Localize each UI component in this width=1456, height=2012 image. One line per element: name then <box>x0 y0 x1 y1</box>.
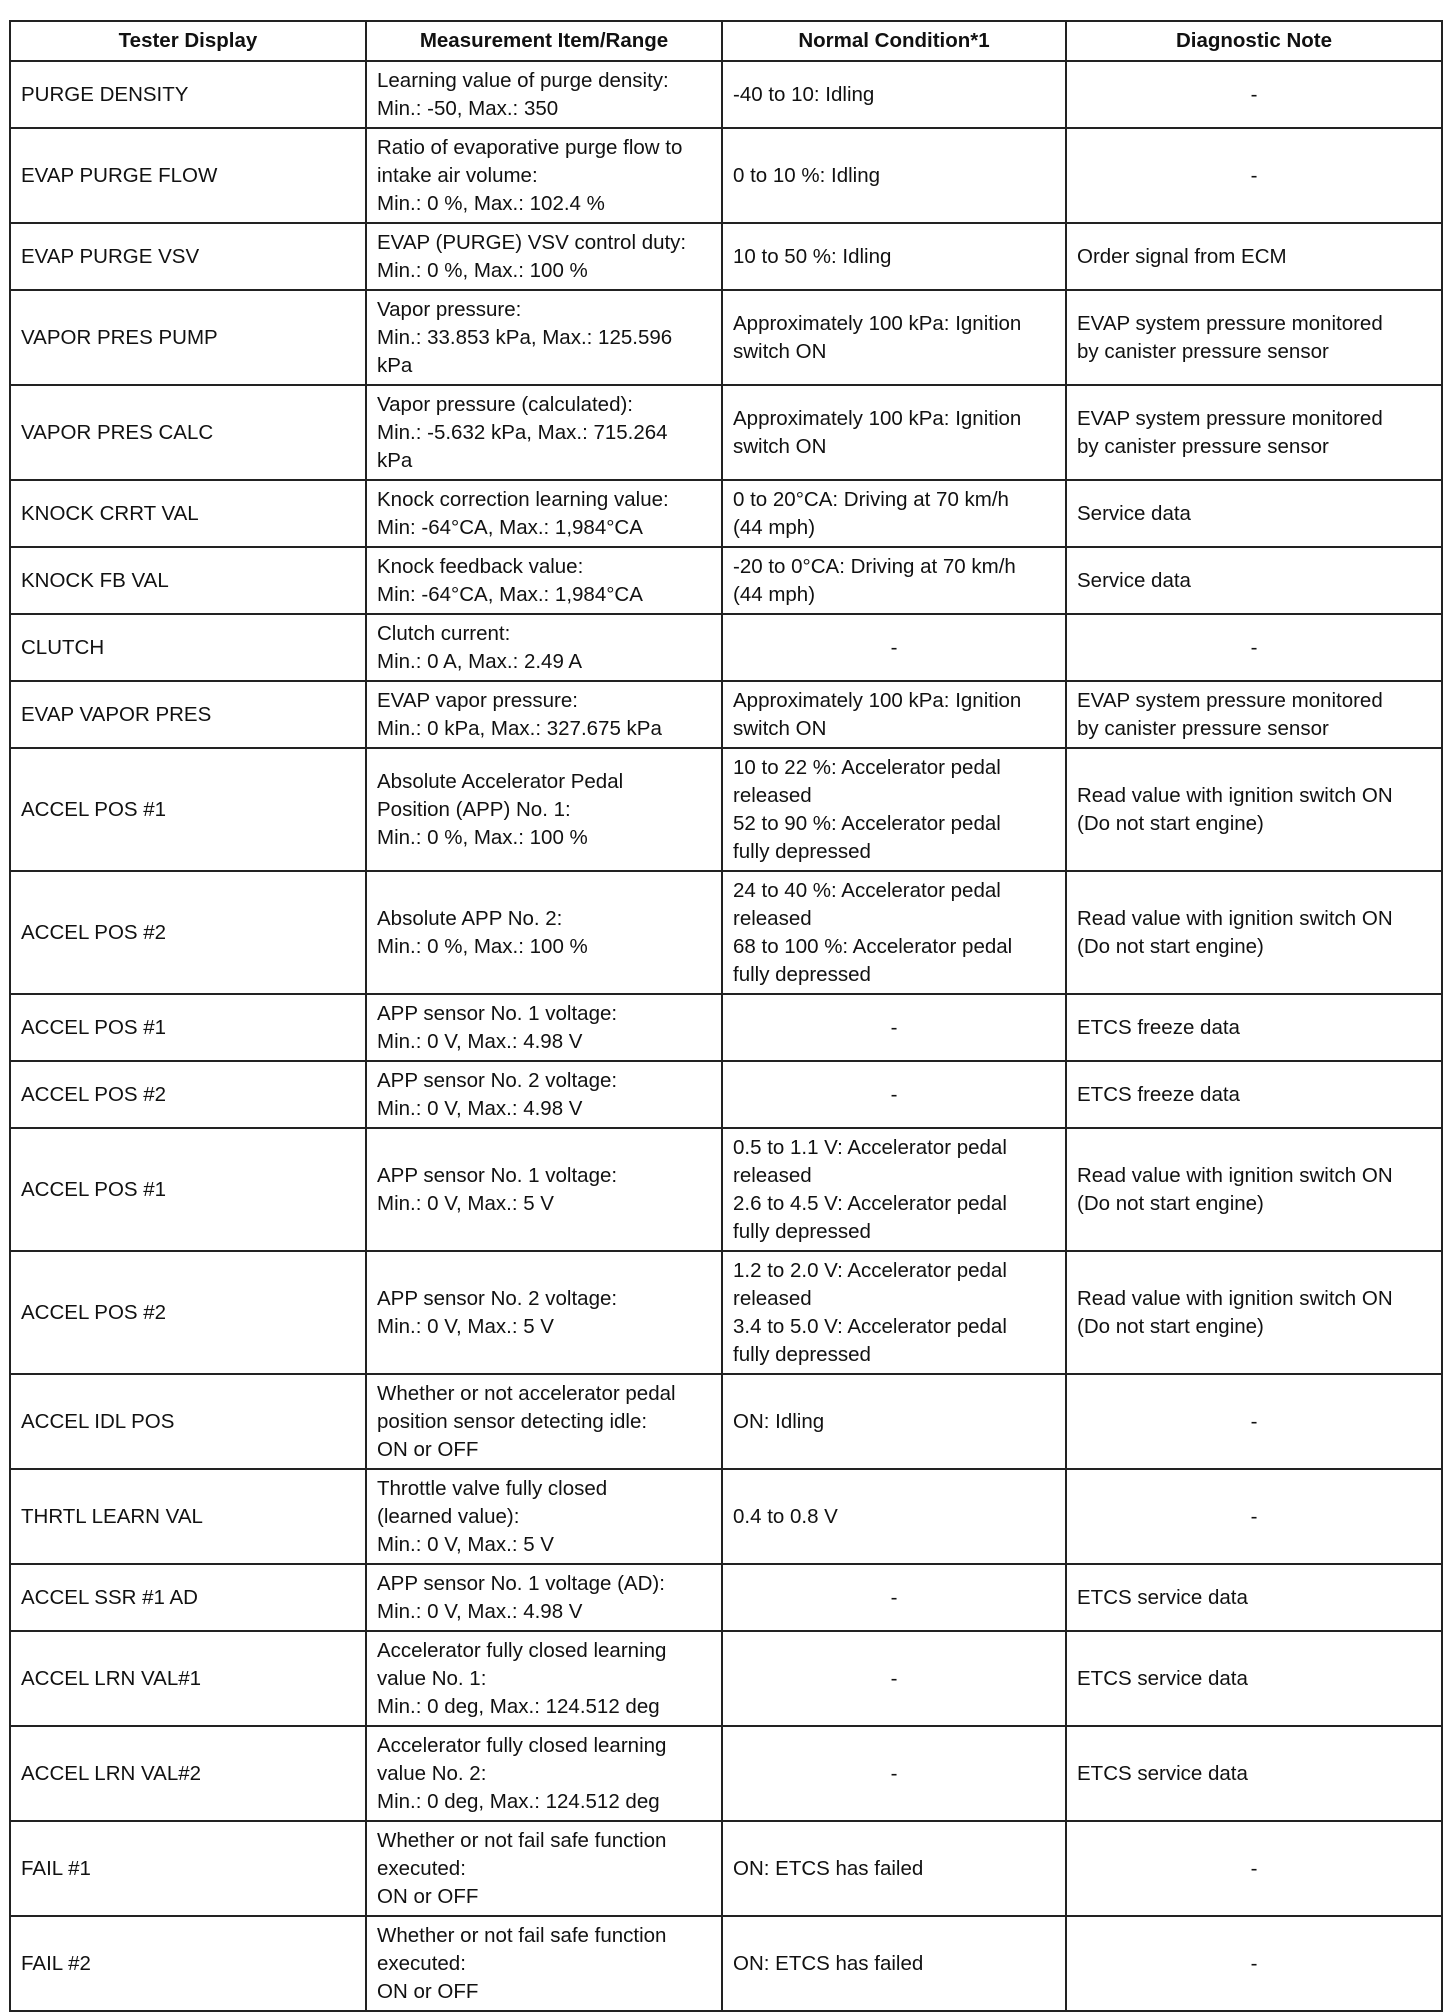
cell-normal-condition: 24 to 40 %: Accelerator pedal released 68 to 100 %: Accelerator pedal fully depressed <box>722 871 1066 994</box>
cell-measurement-range: Vapor pressure: Min.: 33.853 kPa, Max.: 125.596 kPa <box>366 290 722 385</box>
table-row <box>10 1061 1442 1128</box>
cell-diagnostic-note: ETCS service data <box>1066 1726 1442 1821</box>
table-row <box>10 1726 1442 1821</box>
cell-normal-condition: - <box>722 1061 1066 1128</box>
cell-measurement-range: Whether or not accelerator pedal position sensor detecting idle: ON or OFF <box>366 1374 722 1469</box>
header-measurement-item-range: Measurement Item/Range <box>366 21 722 61</box>
cell-tester-display: CLUTCH <box>10 614 366 681</box>
table-row <box>10 1564 1442 1631</box>
cell-normal-condition: - <box>722 1564 1066 1631</box>
table-row <box>10 128 1442 223</box>
cell-normal-condition: 0 to 10 %: Idling <box>722 128 1066 223</box>
cell-normal-condition: 10 to 22 %: Accelerator pedal released 52 to 90 %: Accelerator pedal fully depressed <box>722 748 1066 871</box>
cell-measurement-range: Knock feedback value: Min: -64°CA, Max.: 1,984°CA <box>366 547 722 614</box>
cell-measurement-range: Throttle valve fully closed (learned value): Min.: 0 V, Max.: 5 V <box>366 1469 722 1564</box>
cell-measurement-range: Ratio of evaporative purge flow to intake air volume: Min.: 0 %, Max.: 102.4 % <box>366 128 722 223</box>
cell-diagnostic-note: ETCS freeze data <box>1066 1061 1442 1128</box>
cell-diagnostic-note: ETCS service data <box>1066 1631 1442 1726</box>
cell-tester-display: ACCEL POS #2 <box>10 1251 366 1374</box>
data-list-table <box>9 20 1443 2012</box>
table-row <box>10 1916 1442 2011</box>
cell-measurement-range: Vapor pressure (calculated): Min.: -5.632 kPa, Max.: 715.264 kPa <box>366 385 722 480</box>
cell-normal-condition: Approximately 100 kPa: Ignition switch ON <box>722 290 1066 385</box>
cell-tester-display: EVAP VAPOR PRES <box>10 681 366 748</box>
cell-normal-condition: 0.5 to 1.1 V: Accelerator pedal released 2.6 to 4.5 V: Accelerator pedal fully depressed <box>722 1128 1066 1251</box>
cell-measurement-range: Knock correction learning value: Min: -64°CA, Max.: 1,984°CA <box>366 480 722 547</box>
cell-diagnostic-note: - <box>1066 1916 1442 2011</box>
cell-tester-display: KNOCK FB VAL <box>10 547 366 614</box>
table-header-row <box>10 21 1442 61</box>
cell-diagnostic-note: Service data <box>1066 547 1442 614</box>
header-diagnostic-note: Diagnostic Note <box>1066 21 1442 61</box>
cell-measurement-range: EVAP vapor pressure: Min.: 0 kPa, Max.: 327.675 kPa <box>366 681 722 748</box>
cell-measurement-range: Learning value of purge density: Min.: -50, Max.: 350 <box>366 61 722 128</box>
cell-measurement-range: APP sensor No. 1 voltage: Min.: 0 V, Max.: 4.98 V <box>366 994 722 1061</box>
table-row <box>10 1374 1442 1469</box>
cell-tester-display: VAPOR PRES PUMP <box>10 290 366 385</box>
cell-tester-display: FAIL #1 <box>10 1821 366 1916</box>
cell-normal-condition: - <box>722 1631 1066 1726</box>
cell-diagnostic-note: - <box>1066 1469 1442 1564</box>
cell-tester-display: ACCEL IDL POS <box>10 1374 366 1469</box>
cell-normal-condition: 10 to 50 %: Idling <box>722 223 1066 290</box>
cell-tester-display: EVAP PURGE FLOW <box>10 128 366 223</box>
header-tester-display: Tester Display <box>10 21 366 61</box>
table-row <box>10 223 1442 290</box>
cell-tester-display: ACCEL LRN VAL#2 <box>10 1726 366 1821</box>
cell-tester-display: KNOCK CRRT VAL <box>10 480 366 547</box>
cell-measurement-range: APP sensor No. 1 voltage (AD): Min.: 0 V, Max.: 4.98 V <box>366 1564 722 1631</box>
table-row <box>10 994 1442 1061</box>
cell-diagnostic-note: - <box>1066 614 1442 681</box>
cell-measurement-range: Whether or not fail safe function executed: ON or OFF <box>366 1821 722 1916</box>
cell-measurement-range: EVAP (PURGE) VSV control duty: Min.: 0 %, Max.: 100 % <box>366 223 722 290</box>
cell-normal-condition: 0.4 to 0.8 V <box>722 1469 1066 1564</box>
cell-normal-condition: 1.2 to 2.0 V: Accelerator pedal released 3.4 to 5.0 V: Accelerator pedal fully depressed <box>722 1251 1066 1374</box>
table-row <box>10 748 1442 871</box>
cell-normal-condition: ON: Idling <box>722 1374 1066 1469</box>
table-row <box>10 547 1442 614</box>
cell-tester-display: FAIL #2 <box>10 1916 366 2011</box>
table-row <box>10 61 1442 128</box>
cell-normal-condition: Approximately 100 kPa: Ignition switch ON <box>722 681 1066 748</box>
table-row <box>10 1469 1442 1564</box>
cell-normal-condition: -20 to 0°CA: Driving at 70 km/h (44 mph) <box>722 547 1066 614</box>
table-row <box>10 871 1442 994</box>
cell-diagnostic-note: - <box>1066 61 1442 128</box>
cell-tester-display: ACCEL POS #1 <box>10 994 366 1061</box>
cell-diagnostic-note: EVAP system pressure monitored by canister pressure sensor <box>1066 290 1442 385</box>
cell-tester-display: ACCEL POS #2 <box>10 871 366 994</box>
cell-diagnostic-note: Read value with ignition switch ON (Do not start engine) <box>1066 748 1442 871</box>
cell-measurement-range: Absolute Accelerator Pedal Position (APP) No. 1: Min.: 0 %, Max.: 100 % <box>366 748 722 871</box>
cell-normal-condition: - <box>722 614 1066 681</box>
cell-diagnostic-note: Read value with ignition switch ON (Do not start engine) <box>1066 1251 1442 1374</box>
cell-tester-display: PURGE DENSITY <box>10 61 366 128</box>
cell-diagnostic-note: - <box>1066 1374 1442 1469</box>
cell-diagnostic-note: - <box>1066 1821 1442 1916</box>
cell-tester-display: ACCEL POS #2 <box>10 1061 366 1128</box>
cell-measurement-range: Absolute APP No. 2: Min.: 0 %, Max.: 100 % <box>366 871 722 994</box>
cell-diagnostic-note: ETCS freeze data <box>1066 994 1442 1061</box>
cell-measurement-range: Accelerator fully closed learning value No. 2: Min.: 0 deg, Max.: 124.512 deg <box>366 1726 722 1821</box>
cell-diagnostic-note: Read value with ignition switch ON (Do not start engine) <box>1066 1128 1442 1251</box>
cell-tester-display: THRTL LEARN VAL <box>10 1469 366 1564</box>
cell-diagnostic-note: EVAP system pressure monitored by canister pressure sensor <box>1066 681 1442 748</box>
cell-tester-display: EVAP PURGE VSV <box>10 223 366 290</box>
header-normal-condition: Normal Condition*1 <box>722 21 1066 61</box>
table-row <box>10 614 1442 681</box>
cell-measurement-range: APP sensor No. 2 voltage: Min.: 0 V, Max.: 4.98 V <box>366 1061 722 1128</box>
cell-normal-condition: -40 to 10: Idling <box>722 61 1066 128</box>
table-row <box>10 1251 1442 1374</box>
cell-normal-condition: - <box>722 1726 1066 1821</box>
cell-measurement-range: Whether or not fail safe function executed: ON or OFF <box>366 1916 722 2011</box>
cell-measurement-range: Accelerator fully closed learning value No. 1: Min.: 0 deg, Max.: 124.512 deg <box>366 1631 722 1726</box>
cell-diagnostic-note: EVAP system pressure monitored by canister pressure sensor <box>1066 385 1442 480</box>
cell-tester-display: ACCEL LRN VAL#1 <box>10 1631 366 1726</box>
cell-tester-display: VAPOR PRES CALC <box>10 385 366 480</box>
cell-tester-display: ACCEL POS #1 <box>10 1128 366 1251</box>
table-row <box>10 290 1442 385</box>
cell-diagnostic-note: Service data <box>1066 480 1442 547</box>
cell-measurement-range: APP sensor No. 2 voltage: Min.: 0 V, Max.: 5 V <box>366 1251 722 1374</box>
table-row <box>10 385 1442 480</box>
cell-diagnostic-note: Read value with ignition switch ON (Do not start engine) <box>1066 871 1442 994</box>
table-row <box>10 480 1442 547</box>
cell-diagnostic-note: ETCS service data <box>1066 1564 1442 1631</box>
cell-normal-condition: ON: ETCS has failed <box>722 1821 1066 1916</box>
table-row <box>10 1821 1442 1916</box>
cell-normal-condition: ON: ETCS has failed <box>722 1916 1066 2011</box>
cell-tester-display: ACCEL SSR #1 AD <box>10 1564 366 1631</box>
cell-measurement-range: Clutch current: Min.: 0 A, Max.: 2.49 A <box>366 614 722 681</box>
cell-diagnostic-note: Order signal from ECM <box>1066 223 1442 290</box>
table-row <box>10 1631 1442 1726</box>
table-row <box>10 681 1442 748</box>
cell-normal-condition: Approximately 100 kPa: Ignition switch ON <box>722 385 1066 480</box>
cell-normal-condition: 0 to 20°CA: Driving at 70 km/h (44 mph) <box>722 480 1066 547</box>
cell-tester-display: ACCEL POS #1 <box>10 748 366 871</box>
cell-normal-condition: - <box>722 994 1066 1061</box>
cell-measurement-range: APP sensor No. 1 voltage: Min.: 0 V, Max.: 5 V <box>366 1128 722 1251</box>
cell-diagnostic-note: - <box>1066 128 1442 223</box>
table-row <box>10 1128 1442 1251</box>
